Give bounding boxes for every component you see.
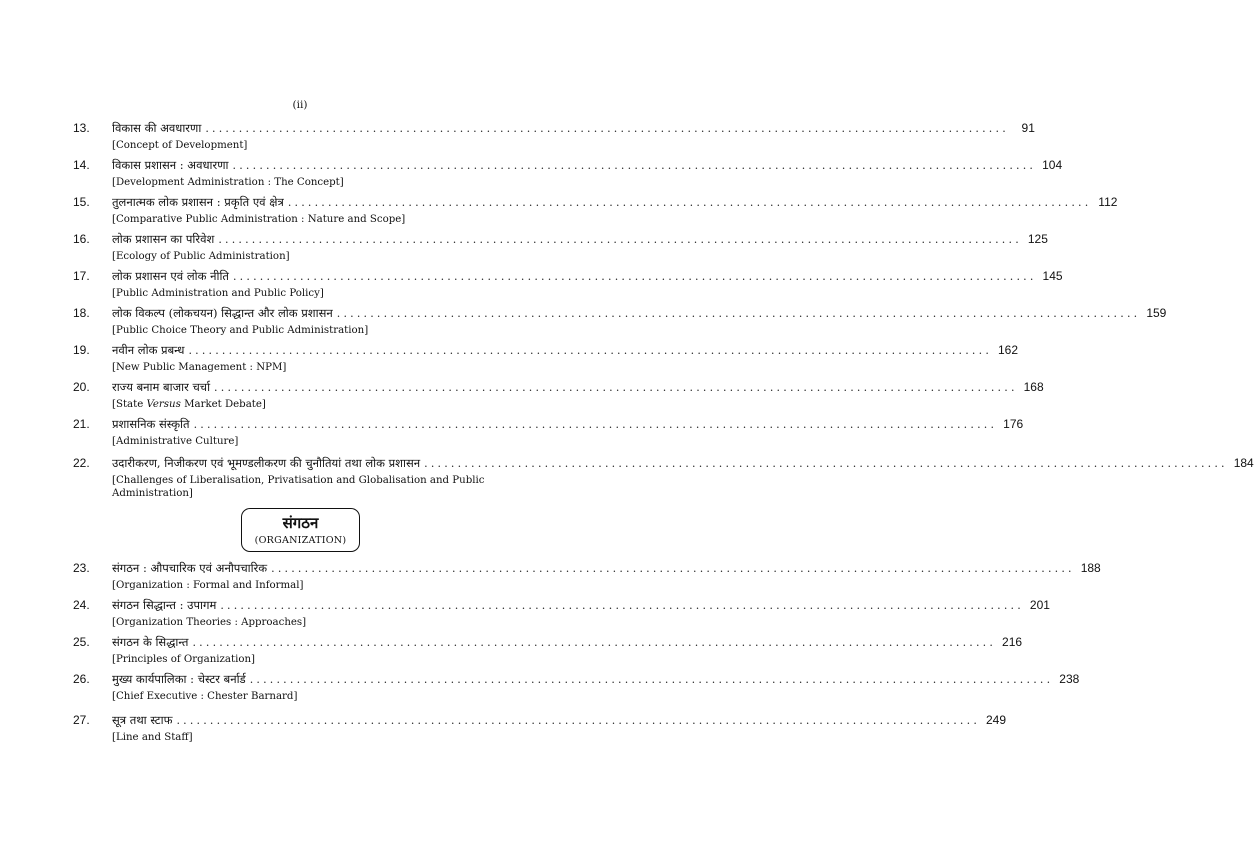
entry-number: 18. bbox=[73, 306, 90, 320]
dot-leader: ........................................................................................................................ bbox=[249, 673, 1054, 686]
entry-title-hindi: लोक प्रशासन एवं लोक नीति bbox=[112, 269, 229, 283]
entry-title-english: [Challenges of Liberalisation, Privatisation and Globalisation and Public Administration] bbox=[112, 475, 485, 499]
dot-leader: ........................................................................................................................ bbox=[287, 196, 1092, 209]
entry-title-english: [Principles of Organization] bbox=[112, 654, 255, 665]
entry-page: 238 bbox=[1059, 672, 1080, 686]
entry-page: 91 bbox=[1021, 121, 1035, 135]
entry-number: 23. bbox=[73, 561, 90, 575]
section-heading-box bbox=[241, 508, 360, 552]
entry-page: 162 bbox=[998, 343, 1019, 357]
entry-page: 176 bbox=[1003, 417, 1024, 431]
entry-page: 249 bbox=[986, 713, 1007, 727]
dot-leader: ........................................................................................................................ bbox=[176, 714, 981, 727]
entry-number: 21. bbox=[73, 417, 90, 431]
entry-title-english: [Concept of Development] bbox=[112, 140, 248, 151]
entry-title-english: [Ecology of Public Administration] bbox=[112, 251, 290, 262]
entry-title-hindi: विकास प्रशासन : अवधारणा bbox=[112, 158, 229, 172]
dot-leader: ........................................................................................................................ bbox=[193, 418, 998, 431]
entry-number: 26. bbox=[73, 672, 90, 686]
page-number: (ii) bbox=[292, 99, 308, 111]
entry-page: 159 bbox=[1146, 306, 1167, 320]
dot-leader: ........................................................................................................................ bbox=[218, 233, 1022, 246]
dot-leader: ........................................................................................................................ bbox=[188, 344, 993, 357]
entry-page: 188 bbox=[1080, 561, 1101, 575]
entry-number: 13. bbox=[73, 121, 90, 135]
entry-title-hindi: प्रशासनिक संस्कृति bbox=[112, 417, 190, 431]
entry-title-hindi: नवीन लोक प्रबन्ध bbox=[112, 343, 185, 357]
entry-page: 201 bbox=[1029, 598, 1050, 612]
dot-leader: ........................................................................................................................ bbox=[205, 122, 1009, 135]
entry-title-hindi: संगठन के सिद्धान्त bbox=[112, 635, 189, 649]
entry-title-hindi: लोक प्रशासन का परिवेश bbox=[112, 232, 215, 246]
entry-title-english: [Line and Staff] bbox=[112, 732, 193, 743]
english-title-prefix: [State bbox=[112, 399, 147, 410]
entry-number: 14. bbox=[73, 158, 90, 172]
entry-title-english: [Comparative Public Administration : Nature and Scope] bbox=[112, 214, 406, 225]
entry-title-hindi: संगठन : औपचारिक एवं अनौपचारिक bbox=[112, 561, 268, 575]
entry-number: 24. bbox=[73, 598, 90, 612]
entry-number: 20. bbox=[73, 380, 90, 394]
entry-title-english: [Organization Theories : Approaches] bbox=[112, 617, 307, 628]
entry-title-hindi: संगठन सिद्धान्त : उपागम bbox=[112, 598, 217, 612]
entry-number: 27. bbox=[73, 713, 90, 727]
entry-title-english: [Chief Executive : Chester Barnard] bbox=[112, 691, 298, 702]
entry-title-hindi: विकास की अवधारणा bbox=[112, 121, 202, 135]
entry-number: 17. bbox=[73, 269, 90, 283]
entry-title-english: [New Public Management : NPM] bbox=[112, 362, 287, 373]
dot-leader: ........................................................................................................................ bbox=[232, 270, 1037, 283]
entry-title-english: [Public Administration and Public Policy] bbox=[112, 288, 324, 299]
section-title-english: (ORGANIZATION) bbox=[254, 535, 347, 546]
dot-leader: ........................................................................................................................ bbox=[336, 307, 1141, 320]
entry-page: 145 bbox=[1042, 269, 1063, 283]
dot-leader: ........................................................................................................................ bbox=[214, 381, 1018, 394]
entry-page: 104 bbox=[1042, 158, 1063, 172]
entry-title-english: [Organization : Formal and Informal] bbox=[112, 580, 304, 591]
dot-leader: ........................................................................................................................ bbox=[271, 562, 1075, 575]
entry-title-hindi: उदारीकरण, निजीकरण एवं भूमण्डलीकरण की चुनौतियां तथा लोक प्रशासन bbox=[112, 456, 421, 470]
entry-title-hindi: तुलनात्मक लोक प्रशासन : प्रकृति एवं क्षेत्र bbox=[112, 195, 284, 209]
entry-title-hindi: मुख्य कार्यपालिका : चेस्टर बर्नार्ड bbox=[112, 672, 246, 686]
dot-leader: ........................................................................................................................ bbox=[192, 636, 997, 649]
entry-title-english bbox=[112, 398, 500, 411]
dot-leader: ........................................................................................................................ bbox=[220, 599, 1024, 612]
entry-number: 19. bbox=[73, 343, 90, 357]
dot-leader: ........................................................................................................................ bbox=[232, 159, 1037, 172]
entry-page: 184 bbox=[1233, 456, 1254, 470]
entry-title-hindi: राज्य बनाम बाजार चर्चा bbox=[112, 380, 211, 394]
english-title-italic: Versus bbox=[146, 399, 181, 410]
dot-leader: ........................................................................................................................ bbox=[424, 457, 1228, 470]
entry-page: 112 bbox=[1098, 195, 1118, 209]
entry-title-english: [Administrative Culture] bbox=[112, 436, 239, 447]
entry-number: 16. bbox=[73, 232, 90, 246]
entry-title-hindi: सूत्र तथा स्टाफ bbox=[112, 713, 173, 727]
entry-page: 125 bbox=[1027, 232, 1048, 246]
section-title-hindi: संगठन bbox=[282, 514, 319, 532]
entry-title-english: [Public Choice Theory and Public Administration] bbox=[112, 325, 369, 336]
entry-page: 168 bbox=[1023, 380, 1044, 394]
entry-number: 22. bbox=[73, 456, 90, 470]
entry-title-hindi: लोक विकल्प (लोकचयन) सिद्धान्त और लोक प्रशासन bbox=[112, 306, 333, 320]
entry-number: 15. bbox=[73, 195, 90, 209]
entry-page: 216 bbox=[1002, 635, 1023, 649]
entry-number: 25. bbox=[73, 635, 90, 649]
english-title-suffix: Market Debate] bbox=[180, 399, 266, 410]
entry-title-english: [Development Administration : The Concept] bbox=[112, 177, 344, 188]
